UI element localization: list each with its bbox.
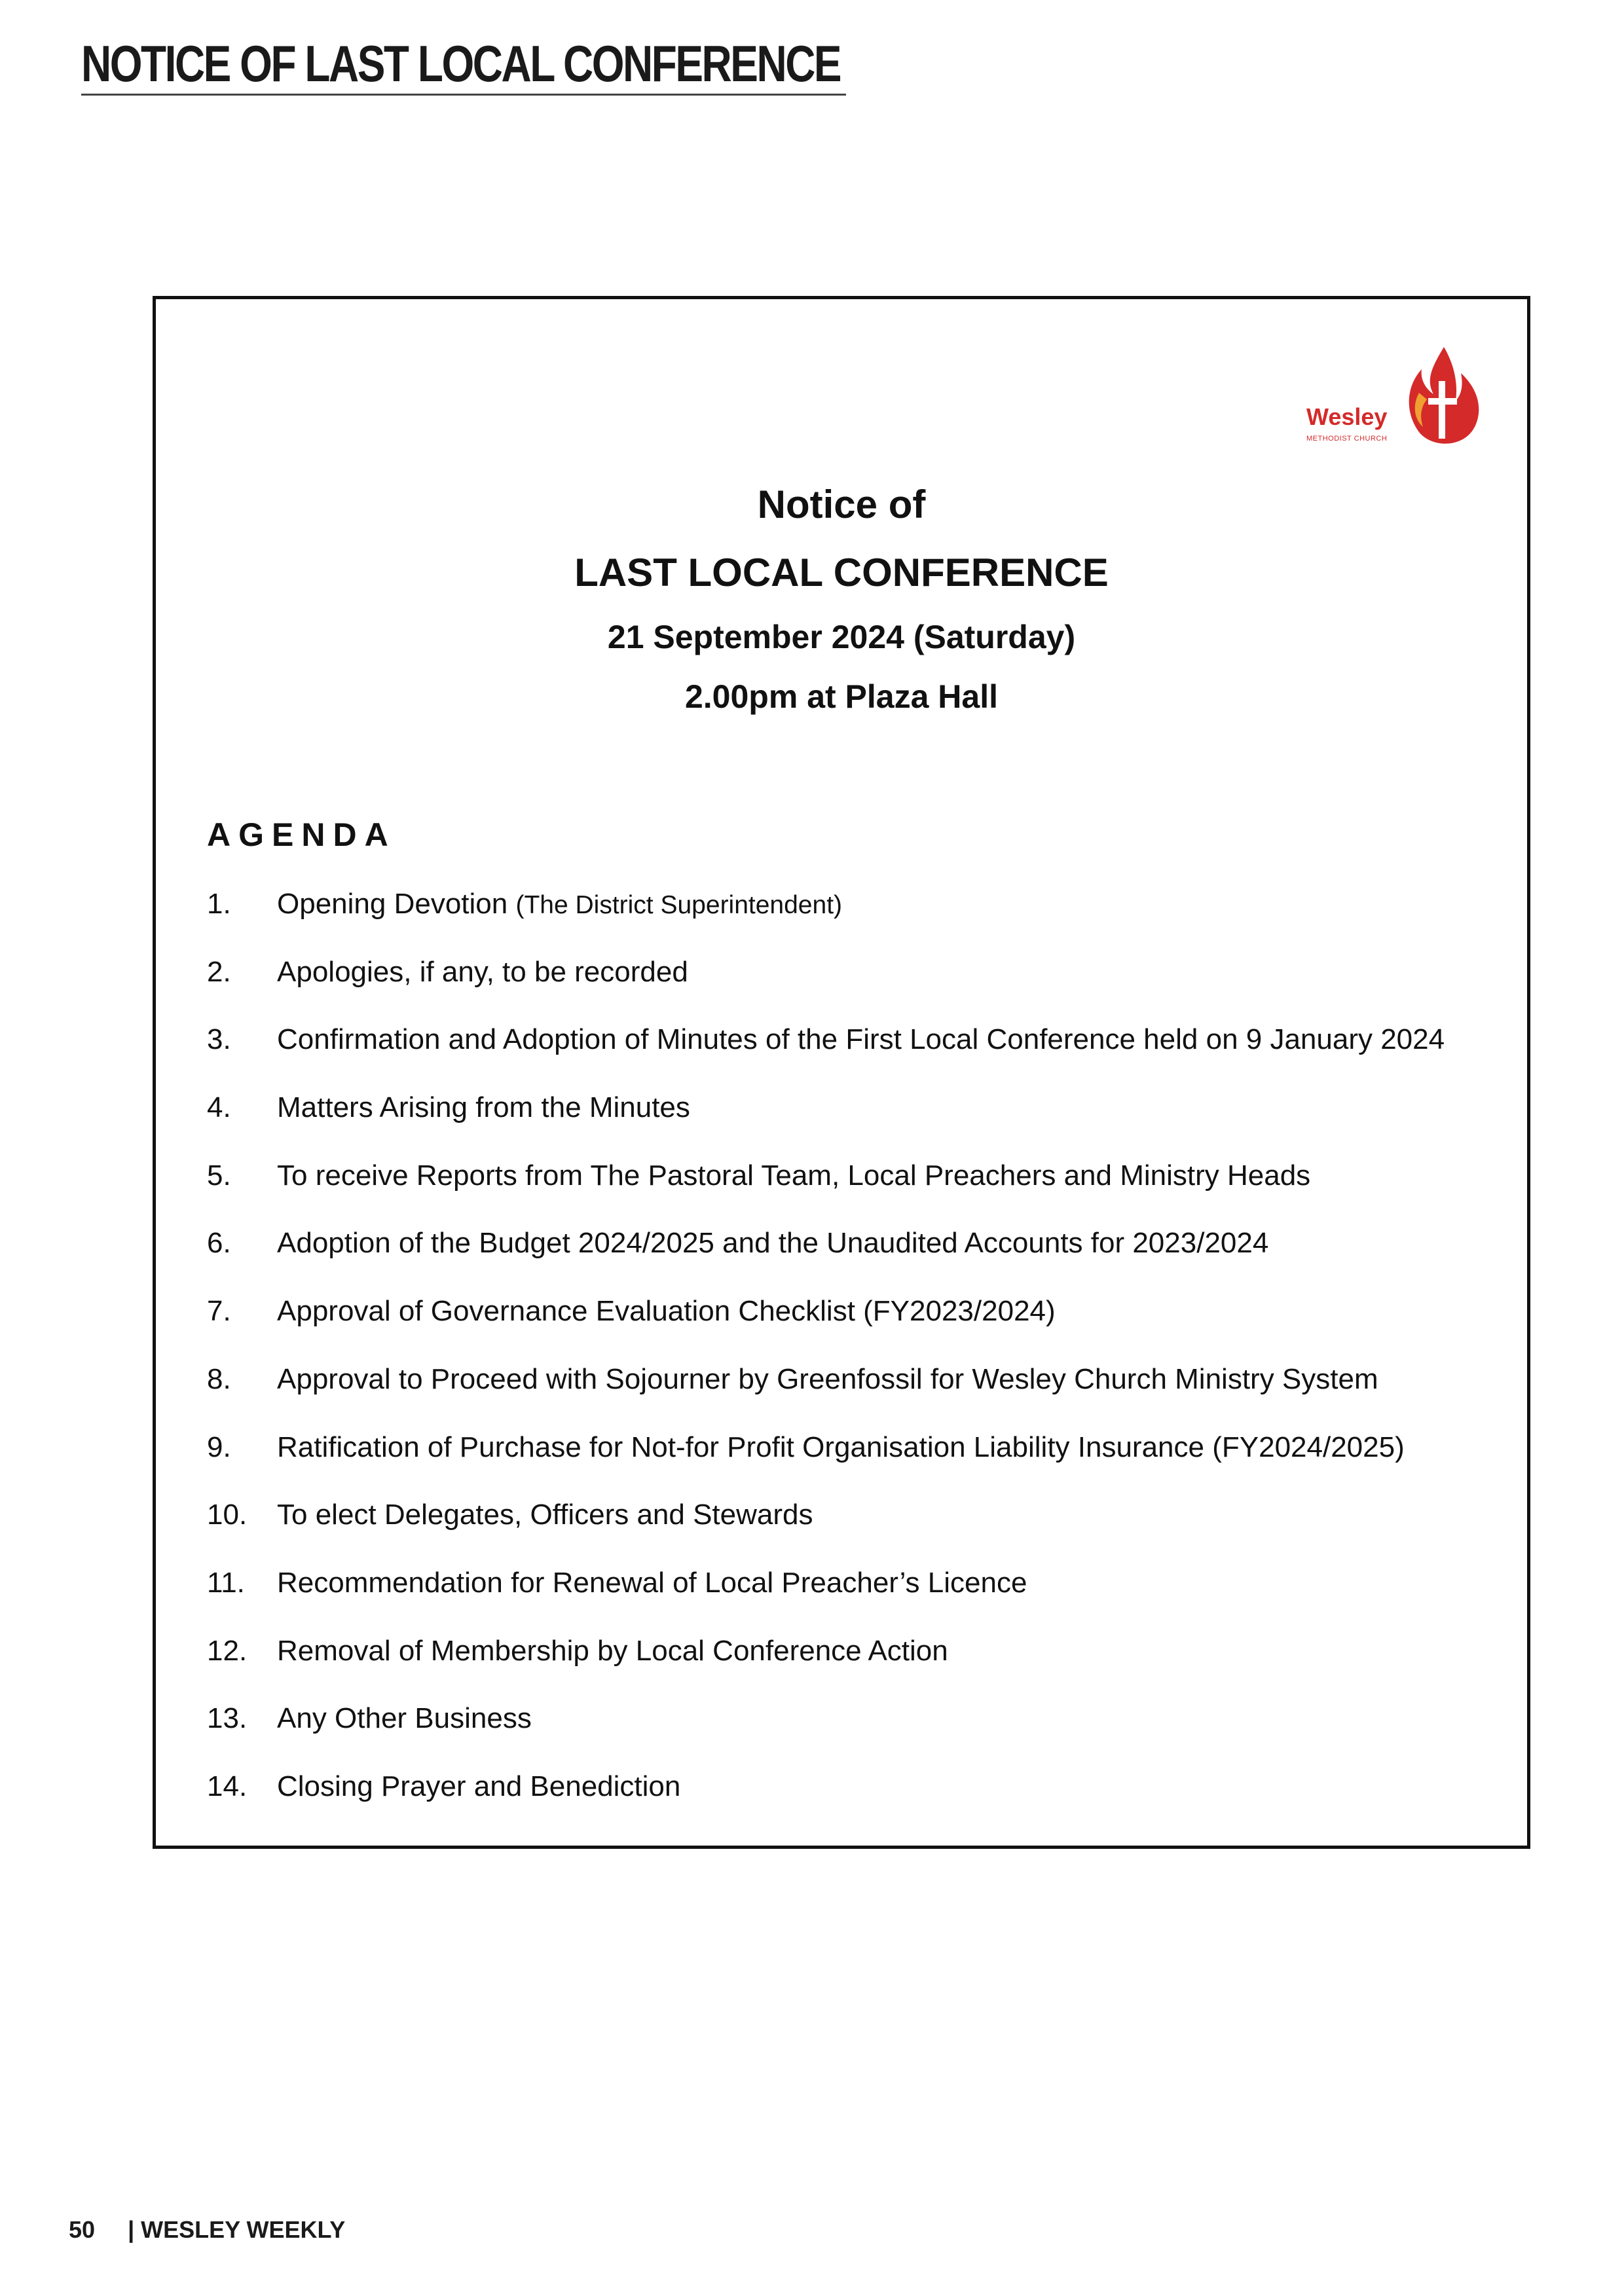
agenda-item-text: Ratification of Purchase for Not-for Profit Organisation Liability Insurance (FY2024/2025) — [277, 1430, 1405, 1463]
agenda-item-text: Approval of Governance Evaluation Checklist (FY2023/2024) — [277, 1295, 1056, 1328]
agenda-item — [207, 1702, 1510, 1770]
publication-name: | WESLEY WEEKLY — [128, 2216, 346, 2243]
notice-heading: Notice of — [757, 483, 926, 526]
page-footer — [69, 2216, 345, 2244]
agenda-item — [207, 1159, 1510, 1228]
flame-cross-icon — [1393, 347, 1483, 448]
agenda-item-note: (The District Superintendent) — [515, 891, 843, 919]
agenda-item-text: Apologies, if any, to be recorded — [277, 955, 688, 988]
page-number: 50 — [69, 2216, 96, 2243]
agenda-item-number: 5. — [207, 1159, 231, 1192]
agenda-item-number: 13. — [207, 1702, 248, 1735]
agenda-item-text: Approval to Proceed with Sojourner by Greenfossil for Wesley Church Ministry System — [277, 1362, 1378, 1395]
agenda-item — [207, 1431, 1510, 1499]
agenda-item-text: Recommendation for Renewal of Local Preacher’s Licence — [277, 1566, 1027, 1599]
agenda-item — [207, 956, 1510, 1024]
agenda-item-text: Closing Prayer and Benediction — [277, 1770, 681, 1802]
agenda-item — [207, 1567, 1510, 1635]
agenda-title: AGENDA — [207, 816, 396, 853]
agenda-item — [207, 1363, 1510, 1431]
church-logo — [1306, 347, 1483, 448]
agenda-item-number: 2. — [207, 955, 231, 988]
agenda-list — [207, 888, 1510, 1838]
agenda-item-text: Removal of Membership by Local Conference Action — [277, 1634, 948, 1667]
agenda-item — [207, 1023, 1510, 1091]
conference-time-venue: 2.00pm at Plaza Hall — [684, 678, 998, 715]
agenda-item-number: 8. — [207, 1362, 231, 1395]
agenda-item — [207, 1227, 1510, 1295]
conference-title: LAST LOCAL CONFERENCE — [574, 551, 1109, 594]
agenda-item-number: 9. — [207, 1430, 231, 1463]
agenda-item — [207, 1499, 1510, 1567]
agenda-item-number: 7. — [207, 1295, 231, 1328]
agenda-item-text: Any Other Business — [277, 1702, 532, 1735]
page-title: NOTICE OF LAST LOCAL CONFERENCE — [81, 35, 841, 92]
conference-date: 21 September 2024 (Saturday) — [607, 619, 1076, 655]
agenda-item — [207, 1091, 1510, 1159]
header-divider — [81, 94, 846, 96]
agenda-item-text: Adoption of the Budget 2024/2025 and the Unaudited Accounts for 2023/2024 — [277, 1227, 1269, 1260]
agenda-item-number: 3. — [207, 1023, 231, 1056]
agenda-item — [207, 1770, 1510, 1838]
agenda-item-number: 4. — [207, 1091, 231, 1124]
agenda-item-label: Opening Devotion — [277, 888, 516, 920]
logo-wordmark: Wesley — [1306, 403, 1388, 430]
agenda-item-text: To elect Delegates, Officers and Stewards — [277, 1499, 813, 1531]
agenda-item-text: Confirmation and Adoption of Minutes of the First Local Conference held on 9 January 2024 — [277, 1023, 1445, 1056]
agenda-item-number: 11. — [207, 1566, 245, 1599]
agenda-item — [207, 1295, 1510, 1363]
logo-subtitle: METHODIST CHURCH — [1306, 435, 1388, 443]
agenda-item-text: To receive Reports from The Pastoral Team, Local Preachers and Ministry Heads — [277, 1159, 1311, 1192]
agenda-item-number: 14. — [207, 1770, 248, 1802]
agenda-item-text: Matters Arising from the Minutes — [277, 1091, 690, 1124]
agenda-item-number: 6. — [207, 1227, 231, 1260]
agenda-item — [207, 888, 1510, 956]
agenda-item-number: 10. — [207, 1499, 248, 1531]
agenda-item-number: 1. — [207, 888, 231, 920]
agenda-item-text — [277, 888, 842, 920]
agenda-item — [207, 1635, 1510, 1703]
agenda-item-number: 12. — [207, 1634, 248, 1667]
